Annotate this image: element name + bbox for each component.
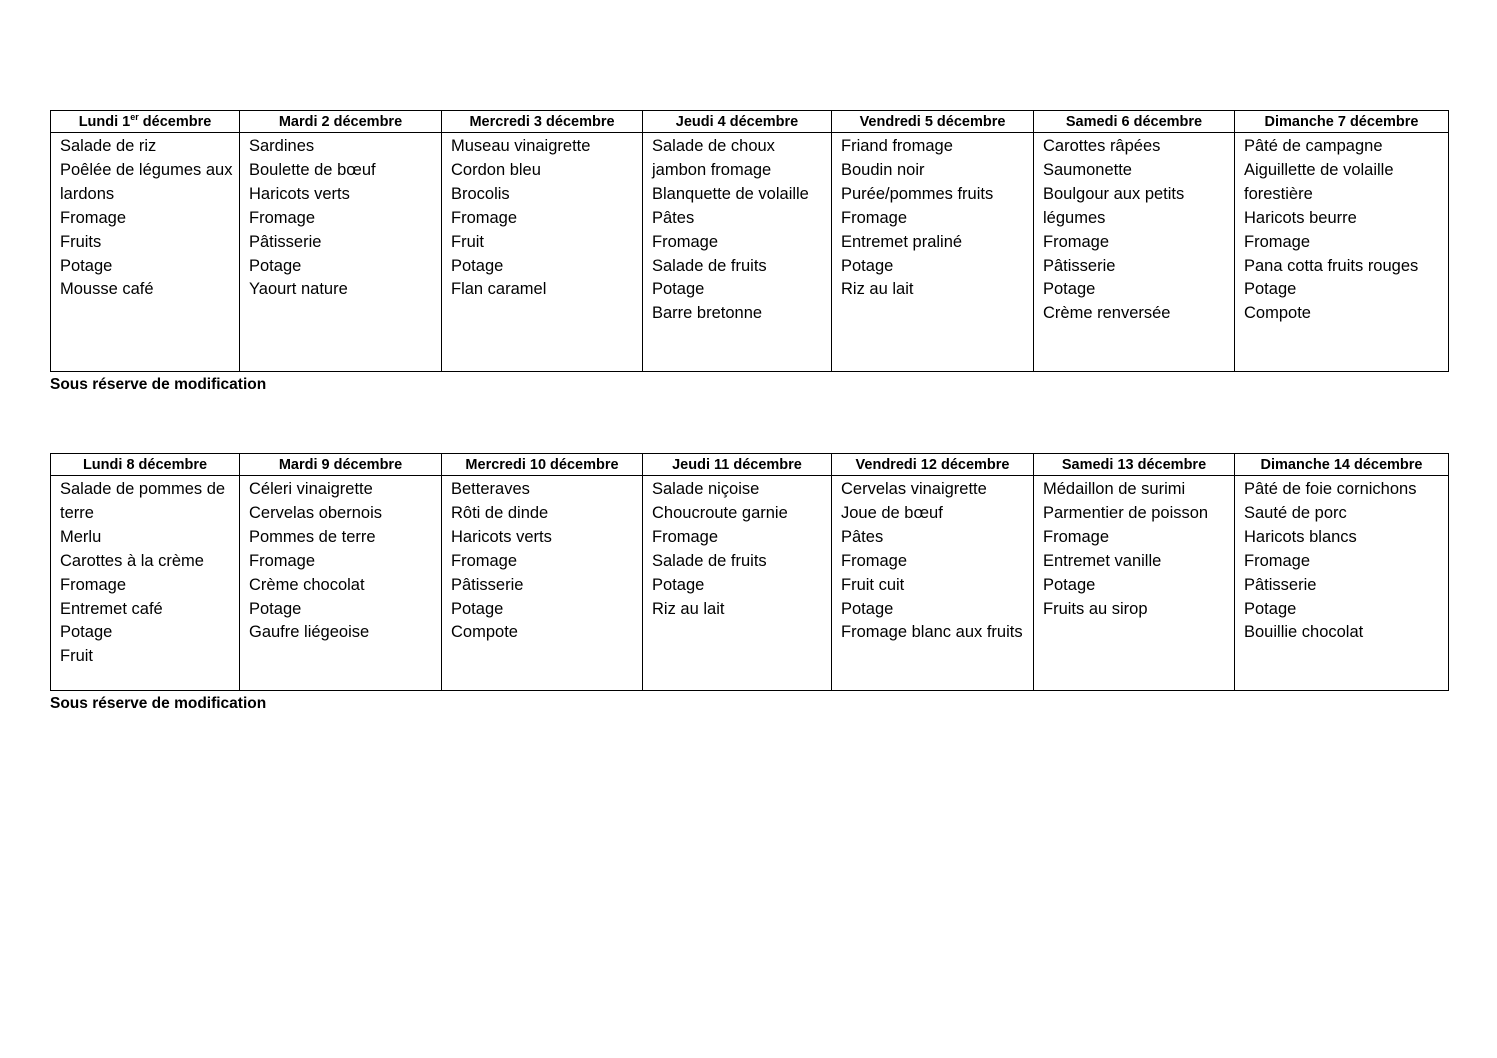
dish: Fromage: [652, 232, 719, 251]
dish: Potage: [1244, 599, 1297, 618]
day-header: Lundi 8 décembre: [51, 454, 240, 476]
dish: Fromage: [841, 208, 908, 227]
dish: Potage: [841, 256, 894, 275]
dish: Barre bretonne: [652, 304, 763, 323]
dish: Fruits: [60, 232, 102, 251]
day-header: Lundi 1er décembre: [51, 111, 240, 133]
dish: Potage: [652, 280, 705, 299]
day-menu-cell: [1034, 476, 1235, 691]
dish: Entremet vanille: [1043, 551, 1162, 570]
dish: Sauté de porc: [1244, 503, 1347, 522]
dish: Fruit cuit: [841, 575, 905, 594]
dish: Carottes râpées: [1043, 137, 1161, 155]
day-menu-cell: [240, 133, 442, 372]
dish: Médaillon de surimi: [1043, 480, 1186, 498]
dish: Pâté de foie cornichons: [1244, 480, 1417, 498]
dish: Cervelas vinaigrette: [841, 480, 987, 498]
day-menu-cell: [643, 133, 832, 372]
dish: Potage: [451, 599, 504, 618]
dish: Mousse café: [60, 280, 154, 299]
dish: Crème renversée: [1043, 304, 1171, 323]
dish: Salade de pommes de terre: [60, 480, 226, 522]
dish: Entremet praliné: [841, 232, 963, 251]
dish: Pâté de campagne: [1244, 137, 1383, 155]
dish: Merlu: [60, 527, 102, 546]
dish: Fromage: [1043, 527, 1110, 546]
day-header: Jeudi 11 décembre: [643, 454, 832, 476]
day-menu-cell: [1235, 476, 1449, 691]
dish: Fromage blanc aux fruits: [841, 623, 1023, 642]
day-menu-cell: [832, 476, 1034, 691]
day-header: Mercredi 3 décembre: [442, 111, 643, 133]
day-header: Samedi 13 décembre: [1034, 454, 1235, 476]
day-header: Mercredi 10 décembre: [442, 454, 643, 476]
dish: Joue de bœuf: [841, 503, 943, 522]
dish: Fruit: [451, 232, 484, 251]
dish: Salade niçoise: [652, 480, 760, 498]
dish: Fruit: [60, 647, 93, 666]
dish: Crème chocolat: [249, 575, 365, 594]
dish: Riz au lait: [841, 280, 914, 299]
dish: Potage: [652, 575, 705, 594]
day-menu-cell: [442, 476, 643, 691]
dish: Fromage: [249, 551, 316, 570]
disclaimer-note: Sous réserve de modification: [50, 376, 267, 393]
menu-row: [51, 476, 1449, 691]
dish: Potage: [1043, 575, 1096, 594]
dish: Saumonette: [1043, 160, 1132, 179]
dish: Fromage: [451, 551, 518, 570]
dish: Blanquette de volaille: [652, 184, 809, 203]
dish: Pâtisserie: [1043, 256, 1116, 275]
dish: Potage: [841, 599, 894, 618]
menu-row: [51, 133, 1449, 372]
dish: Haricots blancs: [1244, 527, 1357, 546]
day-menu-cell: [51, 476, 240, 691]
dish: Purée/pommes fruits: [841, 184, 994, 203]
dish: Cervelas obernois: [249, 503, 382, 522]
dish: Pâtes: [841, 527, 884, 546]
dish: Boudin noir: [841, 160, 925, 179]
dish: Choucroute garnie: [652, 503, 788, 522]
dish: Yaourt nature: [249, 280, 348, 299]
dish: Carottes à la crème: [60, 551, 204, 570]
day-menu-cell: [51, 133, 240, 372]
day-header: Jeudi 4 décembre: [643, 111, 832, 133]
week-menu-1: [50, 110, 1448, 395]
day-menu-cell: [1034, 133, 1235, 372]
dish: Compote: [451, 623, 518, 642]
dish: Potage: [60, 256, 113, 275]
dish: Fromage: [60, 208, 127, 227]
menu-table: [50, 110, 1449, 372]
dish: Gaufre liégeoise: [249, 623, 370, 642]
dish: Potage: [249, 599, 302, 618]
dish: Pâtisserie: [451, 575, 524, 594]
disclaimer-note: Sous réserve de modification: [50, 695, 267, 712]
dish: Fruits au sirop: [1043, 599, 1148, 618]
dish: Friand fromage: [841, 137, 953, 155]
day-header: Dimanche 7 décembre: [1235, 111, 1449, 133]
dish: Pâtisserie: [249, 232, 322, 251]
dish: Potage: [249, 256, 302, 275]
dish: Salade de choux jambon fromage: [652, 137, 775, 179]
header-row: [51, 111, 1449, 133]
dish: Fromage: [249, 208, 316, 227]
day-menu-cell: [240, 476, 442, 691]
dish: Museau vinaigrette: [451, 137, 591, 155]
dish: Haricots verts: [249, 184, 350, 203]
dish: Bouillie chocolat: [1244, 623, 1364, 642]
day-header: Mardi 2 décembre: [240, 111, 442, 133]
dish: Entremet café: [60, 599, 163, 618]
day-header: Vendredi 5 décembre: [832, 111, 1034, 133]
day-header: Mardi 9 décembre: [240, 454, 442, 476]
dish: Fromage: [60, 575, 127, 594]
day-menu-cell: [1235, 133, 1449, 372]
dish: Potage: [451, 256, 504, 275]
day-header: Dimanche 14 décembre: [1235, 454, 1449, 476]
dish: Salade de riz: [60, 137, 157, 155]
day-menu-cell: [643, 476, 832, 691]
dish: Pana cotta fruits rouges: [1244, 256, 1419, 275]
dish: Parmentier de poisson: [1043, 503, 1209, 522]
menu-table: [50, 453, 1449, 691]
dish: Compote: [1244, 304, 1311, 323]
week-menu-2: [50, 453, 1448, 714]
dish: Aiguillette de volaille forestière: [1244, 160, 1394, 203]
dish: Potage: [60, 623, 113, 642]
dish: Fromage: [652, 527, 719, 546]
dish: Poêlée de légumes aux lardons: [60, 160, 233, 203]
dish: Sardines: [249, 137, 315, 155]
dish: Rôti de dinde: [451, 503, 549, 522]
day-header: Vendredi 12 décembre: [832, 454, 1034, 476]
dish: Flan caramel: [451, 280, 547, 299]
dish: Haricots beurre: [1244, 208, 1357, 227]
day-menu-cell: [442, 133, 643, 372]
day-header: Samedi 6 décembre: [1034, 111, 1235, 133]
dish: Riz au lait: [652, 599, 725, 618]
dish: Potage: [1244, 280, 1297, 299]
dish: Fromage: [1043, 232, 1110, 251]
dish: Fromage: [1244, 551, 1311, 570]
dish: Boulette de bœuf: [249, 160, 376, 179]
dish: Céleri vinaigrette: [249, 480, 373, 498]
dish: Pâtisserie: [1244, 575, 1317, 594]
dish: Brocolis: [451, 184, 510, 203]
header-row: [51, 454, 1449, 476]
dish: Salade de fruits: [652, 551, 767, 570]
day-menu-cell: [832, 133, 1034, 372]
dish: Boulgour aux petits légumes: [1043, 184, 1185, 227]
dish: Cordon bleu: [451, 160, 541, 179]
dish: Betteraves: [451, 480, 530, 498]
dish: Fromage: [451, 208, 518, 227]
dish: Pâtes: [652, 208, 695, 227]
dish: Pommes de terre: [249, 527, 376, 546]
dish: Fromage: [841, 551, 908, 570]
dish: Potage: [1043, 280, 1096, 299]
dish: Fromage: [1244, 232, 1311, 251]
dish: Salade de fruits: [652, 256, 767, 275]
dish: Haricots verts: [451, 527, 552, 546]
